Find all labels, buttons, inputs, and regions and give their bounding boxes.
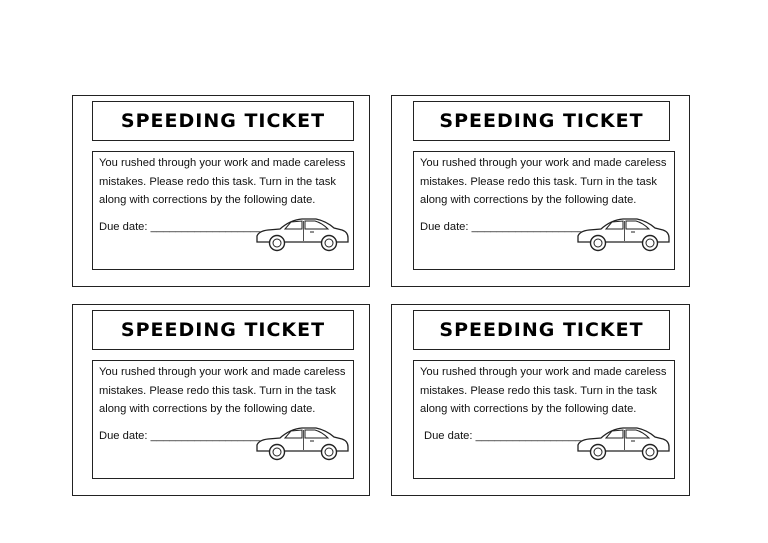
ticket-title: SPEEDING TICKET bbox=[120, 319, 326, 341]
due-date-field: Due date: __________________ bbox=[424, 430, 588, 442]
ticket-title-box bbox=[413, 310, 670, 350]
ticket-message: You rushed through your work and made careless mistakes. Please redo this task. Turn in the task along with corrections by the following date. bbox=[99, 157, 346, 206]
due-date-field: Due date: __________________ bbox=[420, 221, 584, 233]
car-icon bbox=[254, 425, 350, 461]
due-date-field: Due date: __________________ bbox=[99, 221, 263, 233]
speeding-ticket-card bbox=[391, 95, 690, 287]
speeding-ticket-card bbox=[72, 304, 370, 496]
car-icon bbox=[254, 216, 350, 252]
ticket-title-box bbox=[92, 310, 354, 350]
speeding-ticket-card bbox=[391, 304, 690, 496]
ticket-message: You rushed through your work and made careless mistakes. Please redo this task. Turn in the task along with corrections by the following date. bbox=[420, 157, 667, 206]
ticket-body-box bbox=[413, 151, 675, 270]
car-icon bbox=[575, 216, 671, 252]
ticket-message: You rushed through your work and made careless mistakes. Please redo this task. Turn in the task along with corrections by the following date. bbox=[99, 366, 346, 415]
ticket-title: SPEEDING TICKET bbox=[439, 110, 644, 132]
ticket-body-box bbox=[92, 151, 354, 270]
ticket-body-box bbox=[92, 360, 354, 479]
speeding-ticket-card bbox=[72, 95, 370, 287]
ticket-title: SPEEDING TICKET bbox=[439, 319, 644, 341]
ticket-message: You rushed through your work and made careless mistakes. Please redo this task. Turn in the task along with corrections by the following date. bbox=[420, 366, 667, 415]
ticket-body-box bbox=[413, 360, 675, 479]
due-date-field: Due date: __________________ bbox=[99, 430, 263, 442]
car-icon bbox=[575, 425, 671, 461]
ticket-title-box bbox=[92, 101, 354, 141]
ticket-title: SPEEDING TICKET bbox=[120, 110, 326, 132]
ticket-title-box bbox=[413, 101, 670, 141]
